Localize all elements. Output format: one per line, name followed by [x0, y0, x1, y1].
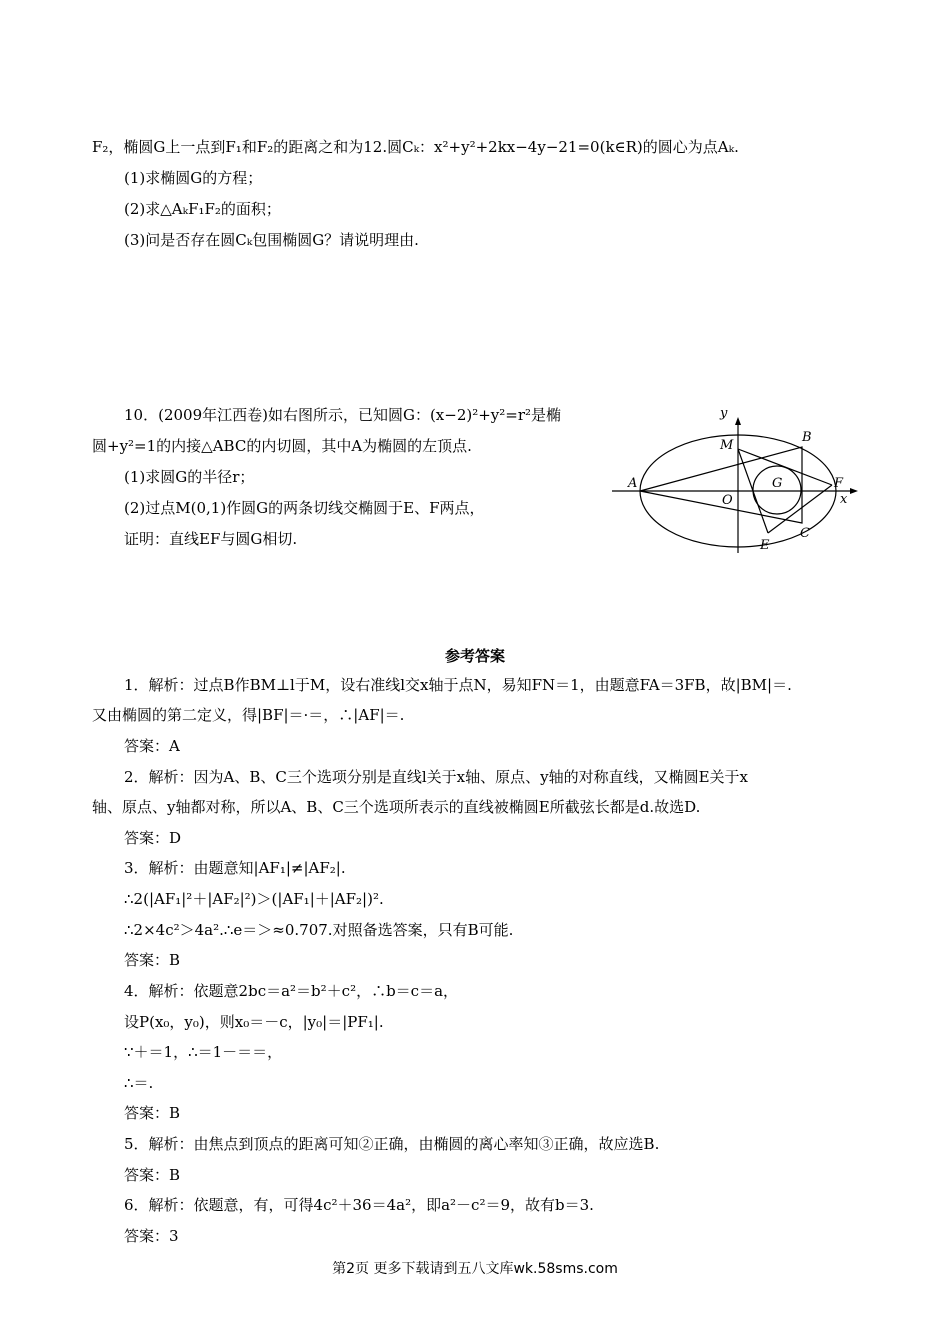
answer-1-line-2: 又由椭圆的第二定义，得|BF|＝·＝，∴|AF|＝.	[92, 706, 405, 724]
answer-2-result: 答案：D	[124, 829, 182, 847]
label-a: A	[628, 476, 638, 491]
answer-4-line-3: ∵＋＝1，∴＝1－＝＝，	[124, 1043, 283, 1061]
answer-3-line-3: ∴2×4c²＞4a².∴e＝＞≈0.707.对照备选答案，只有B可能.	[124, 921, 514, 939]
answer-2-line-2: 轴、原点、y轴都对称，所以A、B、C三个选项所表示的直线被椭圆E所截弦长都是d.故选D.	[92, 798, 701, 816]
problem10-question-2: (2)过点M(0,1)作圆G的两条切线交椭圆于E、F两点，	[124, 499, 485, 517]
answer-4-line-1: 4．解析：依题意2bc＝a²＝b²＋c²，∴b＝c＝a，	[124, 982, 459, 1000]
label-x: x	[840, 492, 848, 507]
page-footer: 第2页 更多下载请到五八文库wk.58sms.com	[332, 1261, 618, 1277]
problem10-question-1: (1)求圆G的半径r；	[124, 468, 255, 486]
label-f: F	[834, 476, 844, 491]
answers-title: 参考答案	[444, 647, 505, 665]
label-g: G	[772, 476, 783, 491]
label-c: C	[800, 526, 810, 541]
answer-5-line-1: 5．解析：由焦点到顶点的距离可知②正确，由椭圆的离心率知③正确，故应选B.	[124, 1135, 660, 1153]
ellipse-figure	[612, 405, 872, 555]
label-b: B	[802, 430, 812, 445]
answer-1-result: 答案：A	[124, 737, 180, 755]
problem10-line-1: 10．(2009年江西卷)如右图所示，已知圆G：(x−2)²+y²=r²是椭	[124, 406, 562, 424]
label-o: O	[722, 493, 733, 508]
label-m: M	[720, 438, 734, 453]
answer-1-line-1: 1．解析：过点B作BM⊥l于M，设右准线l交x轴于点N，易知FN＝1，由题意FA＝3FB，故|BM|＝.	[124, 676, 792, 694]
y-axis-arrow	[735, 417, 741, 425]
answer-6-result: 答案：3	[124, 1227, 179, 1245]
answer-5-result: 答案：B	[124, 1166, 181, 1184]
problem10-question-3: 证明：直线EF与圆G相切.	[124, 530, 298, 548]
tangent-mf	[738, 449, 832, 485]
answer-3-line-1: 3．解析：由题意知|AF₁|≠|AF₂|.	[124, 859, 346, 877]
answer-4-line-4: ∴＝.	[124, 1074, 154, 1092]
problem10-line-2: 圆+y²=1的内接△ABC的内切圆，其中A为椭圆的左顶点.	[92, 437, 472, 455]
answer-4-line-2: 设P(x₀，y₀)，则x₀＝－c，|y₀|＝|PF₁|.	[124, 1013, 384, 1031]
problem9-question-2: (2)求△AₖF₁F₂的面积；	[124, 200, 281, 218]
answer-4-result: 答案：B	[124, 1104, 181, 1122]
answer-3-result: 答案：B	[124, 951, 181, 969]
answer-6-line-1: 6．解析：依题意，有，可得4c²＋36＝4a²，即a²－c²＝9，故有b＝3.	[124, 1196, 594, 1214]
x-axis-arrow	[850, 488, 858, 494]
problem9-question-3: (3)问是否存在圆Cₖ包围椭圆G？请说明理由.	[124, 231, 419, 249]
answer-3-line-2: ∴2(|AF₁|²＋|AF₂|²)＞(|AF₁|＋|AF₂|)².	[124, 890, 384, 908]
label-y: y	[720, 406, 728, 421]
label-e: E	[760, 538, 770, 553]
problem9-continuation: F₂，椭圆G上一点到F₁和F₂的距离之和为12.圆Cₖ：x²+y²+2kx−4y−21=0(k∈R)的圆心为点Aₖ.	[92, 138, 739, 156]
problem9-question-1: (1)求椭圆G的方程；	[124, 169, 263, 187]
answer-2-line-1: 2．解析：因为A、B、C三个选项分别是直线l关于x轴、原点、y轴的对称直线，又椭圆E关于x	[124, 768, 749, 786]
